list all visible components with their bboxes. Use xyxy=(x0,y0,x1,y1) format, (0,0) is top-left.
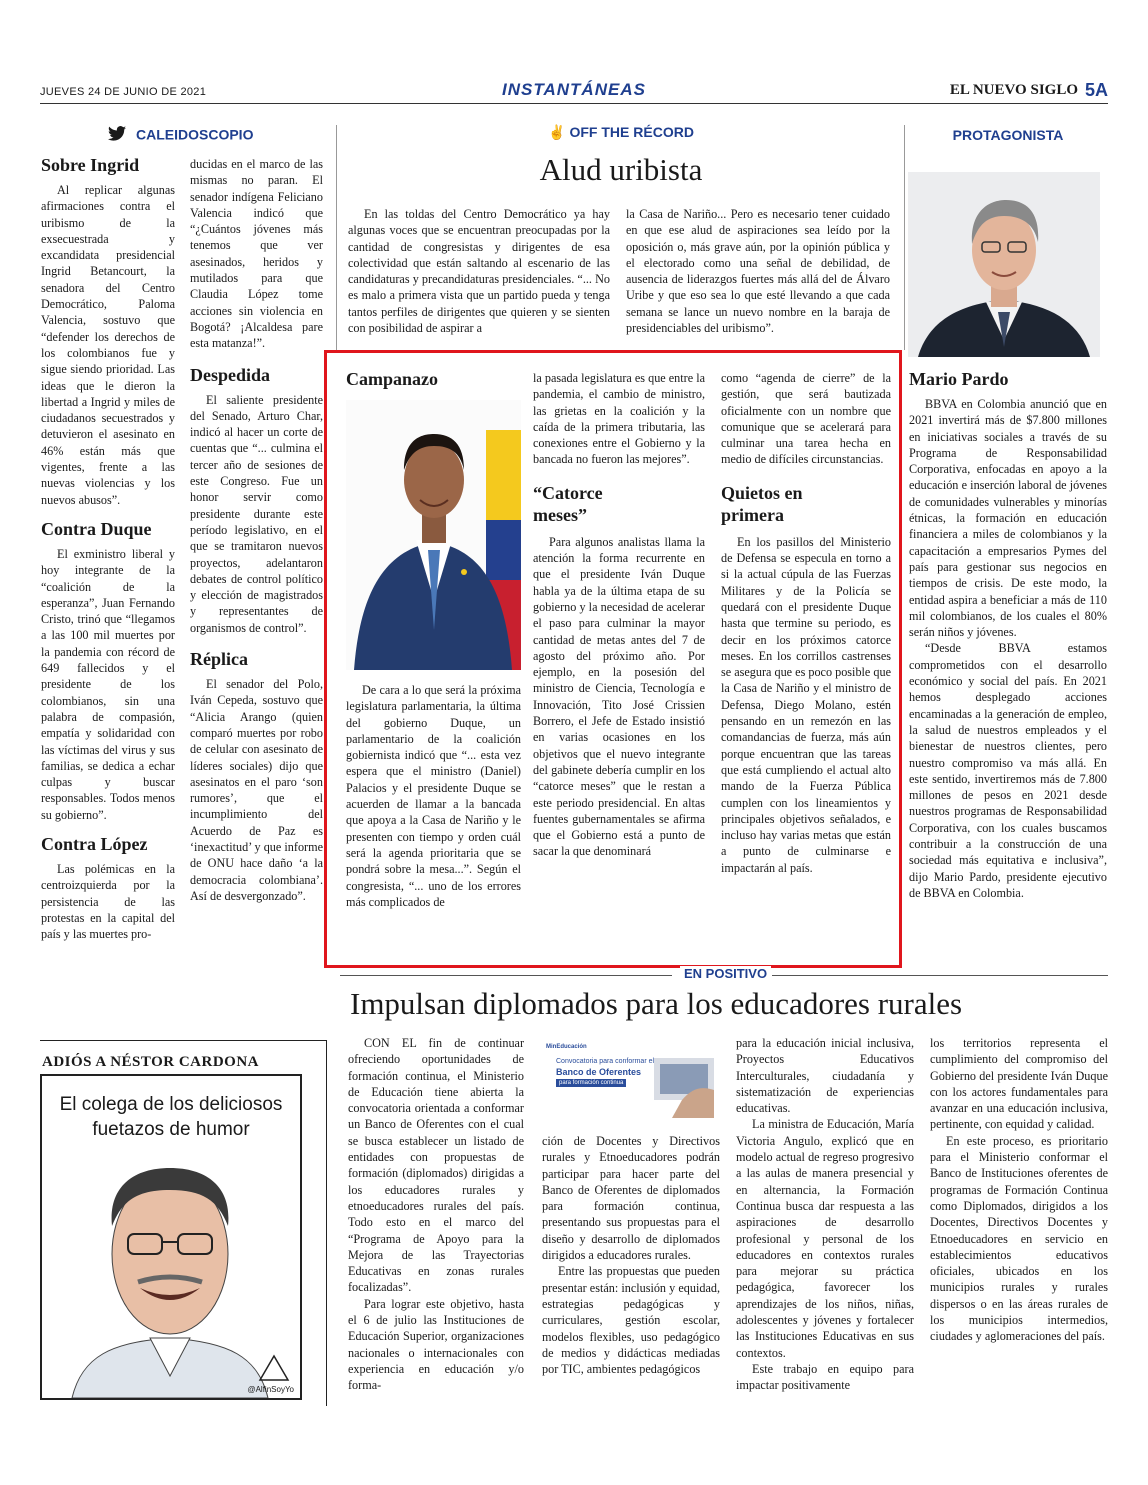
header-rule xyxy=(40,103,1108,104)
article-col4-p1: los territorios representa el cumplimiento del compromiso del Gobierno del presidente Iván Duque con los actores fundamentales para avanzar en una educación inclusiva, pertinente, con equidad y calidad. xyxy=(930,1036,1108,1132)
despedida-title: Despedida xyxy=(190,364,271,385)
banner-sub-text: para formación continua xyxy=(556,1079,626,1087)
article-col3-p1: para la educación inicial inclusiva, Proyectos Educativos Interculturales, ciudadanía y sistematización de experiencias educativas. xyxy=(736,1036,914,1116)
article-col3-p3: Este trabajo en equipo para impactar positivamente xyxy=(736,1361,914,1393)
protagonista-quote: “Desde BBVA estamos comprometidos con el desarrollo económico y social del país. En 2021 hemos desplegado acciones encaminadas a la generación de empleo, la salud de nuestros empleados y el bienestar de nuestros clientes, pero nuestro compromiso va más allá. En este sentido, invertiremos más de 7.800 millones de pesos en 2021 desde nuestros programas de Responsabilidad Corporativa, con los cuales buscamos contribuir a la construcción de una sociedad más equitativa e inclusiva”, dijo Mario Pardo, presidente ejecutivo de BBVA en Colombia. xyxy=(909,641,1107,900)
catorce-meses-body: Para algunos analistas llama la atención la forma recurrente en que el presidente Iván Duque habla ya de la última etapa de su gobierno y la necesidad de acelerar el paso para culminar la mayor cantidad de metas antes del 7 de agosto del próximo año. Por ejemplo, en la posesión del ministro de Ciencia, Tecnología e Innovación, Tito José Crissien Borrero, el Jefe de Estado insistió en varias ocasiones en los objetivos que el nuevo integrante del gabinete debería cumplir en los “catorce meses” que le restan a este periodo presidencial. En altas fuentes gubernamentales se afirma que el Gobierno está a punto de sacar la que denominará xyxy=(533,534,705,859)
off-the-record-head xyxy=(340,124,902,142)
contra-lopez-body: Las polémicas en la centroizquierda por la persistencia de las protestas en la capital del país y las muertes pro- xyxy=(41,861,175,942)
alud-uribista-title: Alud uribista xyxy=(539,152,703,187)
en-positivo-headline: Impulsan diplomados para los educadores rurales xyxy=(350,986,963,1021)
article-col4 xyxy=(930,1035,1108,1345)
cartoon-label: ADIÓS A NÉSTOR CARDONA xyxy=(42,1054,260,1070)
contra-lopez-title: Contra López xyxy=(41,833,148,854)
divider-rule xyxy=(772,975,1108,976)
article-col4-p2: En este proceso, es prioritario para el Ministerio conformar el Banco de Instituciones oferentes de programas de Formación Continua como Diplomados, dirigidos a los Docentes, Directivos Docentes y Etnoeducadores en servicio en establecimientos educativos oficiales, ubicados en los municipios rurales y rurales dispersos o en las áreas rurales de los municipios intermedios, ciudades y aglomeraciones del país. xyxy=(930,1133,1108,1344)
quietos-title: Quietos en primera xyxy=(721,482,803,525)
section-title: INSTANTÁNEAS xyxy=(502,80,646,99)
article-col2-p2: Entre las propuestas que pueden presentar están: inclusión y equidad, estrategias pedagógicas y curriculares, gestión escolar, modelos flexibles, uso pedagógico de medios y didácticas mediadas por TIC, ambientes pedagógicos xyxy=(542,1264,720,1377)
protagonista-text xyxy=(909,368,1107,901)
article-col2-p1: ción de Docentes y Directivos rurales y Etnoeducadores podrán participar para hacer parte del Banco de Oferentes de diplomados para formación continua, presentando sus propuestas para el diseño y desarrollo de diplomados dirigidos a educadores rurales. xyxy=(542,1134,720,1263)
caleidoscopio-label: CALEIDOSCOPIO xyxy=(136,126,254,143)
article-col2 xyxy=(542,1133,720,1377)
campanazo-col2 xyxy=(533,370,705,860)
contra-duque-body: El exministro liberal y hoy integrante de la “coalición de la esperanza”, Juan Fernando Cristo, trinó que “llegamos a las 100 mil muertes por la pandemia con récord de 649 fallecidos y el presidente de los colombianos, sin una palabra de compasión, empatía y solidaridad con las víctimas del virus y sus familias, se dedica a echar culpas y buscar responsables. Todos menos su gobierno”. xyxy=(41,546,175,822)
daniel-palacios-photo xyxy=(346,400,521,670)
cartoon-signature: @AlfinSoyYo xyxy=(247,1385,294,1394)
mario-pardo-photo xyxy=(908,172,1100,357)
off-the-record-label: OFF THE RÉCORD xyxy=(569,124,694,140)
alud-col2 xyxy=(626,206,890,336)
page-number: 5A xyxy=(1084,80,1108,100)
campanazo-body-col2: la pasada legislatura es que entre la pandemia, el cambio de ministro, las grietas en la coalición y la caída de la primera tributaria, las conexiones entre el Gobierno y la bancada no fueron las mejores”. xyxy=(533,371,705,467)
issue-date: JUEVES 24 DE JUNIO DE 2021 xyxy=(40,86,207,98)
despedida-body: El saliente presidente del Senado, Arturo Char, indicó al hacer un corte de cuentas que “... culmina el tercer año de sesiones de este Congreso. Fue un honor servir como presidente durante este período legislativo, en el que se tramitaron nuevos proyectos, adelantaron debates de control político y elección de magistrados y representantes de organismos de control”. xyxy=(190,392,323,635)
replica-body: El senador del Polo, Iván Cepeda, sostuvo que “Alicia Arango (quien comparó muertes por robo de celular con asesinato de líderes sociales) dijo que asesinatos en el paro ‘son rumores’, que el incumplimiento del Acuerdo de Paz es ‘inexactitud’ y que informe de ONU hace daño ‘a la democracia colombiana’. Así de desvergonzado”. xyxy=(190,677,323,903)
campanazo-body-col3: como “agenda de cierre” de la gestión, que será bautizada oficialmente con un nombre que comunique que se acelerará para culminar una tarea hecha en medio de difíciles circunstancias. xyxy=(721,371,891,467)
caleidoscopio-col2 xyxy=(190,156,323,904)
cartoon-frame xyxy=(40,1074,302,1400)
campanazo-col3 xyxy=(721,370,891,876)
cartoon-top-rule xyxy=(40,1040,326,1041)
divider-rule xyxy=(340,975,672,976)
article-col3-p2: La ministra de Educación, María Victoria Angulo, explicó que en modelo actual de regreso progresivo a las aulas de manera presencial y en alternancia, la Formación Continua busca dar respuesta a las aspiraciones de desarrollo profesional y personal de los educadores en contextos rurales para mejorar su práctica pedagógica, favorecer los aprendizajes de los niños, niñas, adolescentes y jóvenes y fortalecer las Instituciones Educativas en sus contextos. xyxy=(736,1117,914,1360)
alud-col1 xyxy=(348,206,610,336)
en-positivo-divider xyxy=(340,967,1108,983)
sobre-ingrid-title: Sobre Ingrid xyxy=(41,155,140,175)
mario-pardo-name: Mario Pardo xyxy=(909,369,1009,389)
protagonista-label: PROTAGONISTA xyxy=(952,127,1064,143)
mineducacion-banner xyxy=(542,1038,720,1118)
article-col1-p1: CON EL fin de continuar ofreciendo oportunidades de formación continua, el Ministerio de Educación tiene abierta la convocatoria orientada a conformar un Banco de Oferentes con el cual se busca establecer un listado de entidades con propuestas de formación (diplomados) dirigidas a los educadores rurales y etnoeducadores rurales del país. Todo esto en el marco del “Programa de Apoyo para la Mejora de las Trayectorias Educativas en zonas rurales focalizadas”. xyxy=(348,1036,524,1295)
cartoon-caption: El colega de los deliciosos fuetazos de humor xyxy=(59,1094,283,1140)
replica-title: Réplica xyxy=(190,649,248,670)
column-rule xyxy=(336,125,337,350)
twitter-bird-icon xyxy=(108,126,126,146)
en-positivo-label: EN POSITIVO xyxy=(680,966,771,981)
campanazo-title: Campanazo xyxy=(346,369,439,389)
article-col1 xyxy=(348,1035,524,1394)
protagonista-body: BBVA en Colombia anunció que en 2021 invertirá más de $7.800 millones en iniciativas sociales a través de su Programa de Responsabilidad Corporativa, enfocadas en apoyo a la educación e inserción laboral de jóvenes de comunidades vulnerables y minorías étnicas, la formación en educación financiera a miles de colombianos y la capacitación a empresarios Pymes del país para gestionar sus negocios en tiempos de crisis. De este modo, la entidad aspira a beneficiar a más de 110 mil colombianos, de los cuales el 80% serán niños y jóvenes. xyxy=(909,397,1107,640)
sobre-ingrid-body: Al replicar algunas afirmaciones contra el uribismo de la exsecuestrada y excandidata presidencial Ingrid Betancourt, la senadora del Centro Democrático, Paloma Valencia, sostuvo que “defender los derechos de los colombianos fue y sigue siendo prioridad. Las ideas que le dieron la libertad a Ingrid y miles de ciudadanos secuestrados y detuvieron el asesinato en 46% están más que vigentes, frente a las nuevas violencias y los nuevos abusos”. xyxy=(41,183,175,507)
campanazo-body-col1: De cara a lo que será la próxima legislatura parlamentaria, la última del gobierno Duque, un parlamentario de la coalición gobiernista indicó que “... esta vez espera que el ministro (Daniel) Palacios y el presidente Duque se acuerden de llamar a la bancada que apoya a la Casa de Nariño y le presenten con tiempo y orden cuál será la agenda prioritaria que se pondrá sobre la mesa...”. Según el congresista, “... uno de los errores más complicados de xyxy=(346,683,521,909)
campanazo-col1 xyxy=(346,368,521,910)
banner-big-text: Banco de Oferentes xyxy=(556,1067,642,1077)
column-rule xyxy=(904,125,905,350)
article-col1-p2: Para lograr este objetivo, hasta el 6 de julio las Instituciones de Educación Superior, organizaciones nacionales o internacionales con experiencia en educación y/o forma- xyxy=(348,1296,524,1393)
peace-hand-icon: ✌ xyxy=(548,126,566,141)
col2-continuation: ducidas en el marco de las mismas no paran. El senador indígena Feliciano Valencia indicó que “¿Cuántos jóvenes más tenemos que ver asesinados, heridos y mutilados para que Claudia López tome acciones sin violencia en Bogotá? ¡Alcaldesa pare esta matanza!”. xyxy=(190,157,323,351)
banner-small-text: Convocatoria para conformar el xyxy=(556,1058,655,1065)
quietos-body: En los pasillos del Ministerio de Defensa se especula en torno a si la actual cúpula de las Fuerzas Militares y de la Policía se quedará con el presidente Duque hasta que termine su periodo, es decir en los próximos catorce meses. En los corrillos castrenses se asegura que es poco posible que la Casa de Nariño y el ministro de Defensa, Diego Molano, estén pensando en un remezón en las comandancias de fuerza, más aún porque encuentran que las tareas que está cumpliendo el actual alto mando de la Fuerza Pública cumplen con los lineamientos y principales objetivos señalados, e incluso hay varias metas que están a punto de culminarse e impactarán al país. xyxy=(721,534,891,875)
alud-body-col2: la Casa de Nariño... Pero es necesario tener cuidado en que ese alud de aspiraciones sea leído por la oposición o, más grave aún, por la opinión pública y el electorado como una señal de debilidad, de ausencia de liderazgos fuertes más allá del de Álvaro Uribe y que eso sea lo que esté llevando a que cada semana se lance un nuevo nombre en la baraja de presidenciables del uribismo”. xyxy=(626,207,890,336)
contra-duque-title: Contra Duque xyxy=(41,518,152,539)
alud-body-col1: En las toldas del Centro Democrático ya hay algunas voces que se encuentran preocupadas por la cantidad de congresistas y dirigentes de esa colectividad que están saltando al escenario de las candidaturas y precandidaturas presidenciales. “... No es malo a primera vista que un partido pueda y tenga tantos perfiles de dirigentes que quieren y se sienten con posibilidad de aspirar a xyxy=(348,207,610,336)
catorce-meses-title: “Catorce meses” xyxy=(533,482,603,525)
caleidoscopio-col1 xyxy=(41,154,175,942)
newspaper-brand: EL NUEVO SIGLO xyxy=(949,82,1078,98)
article-col3 xyxy=(736,1035,914,1394)
cartoon-right-rule xyxy=(326,1040,327,1406)
banner-logo-text: MinEducación xyxy=(546,1044,587,1050)
caleidoscopio-head xyxy=(108,126,253,146)
